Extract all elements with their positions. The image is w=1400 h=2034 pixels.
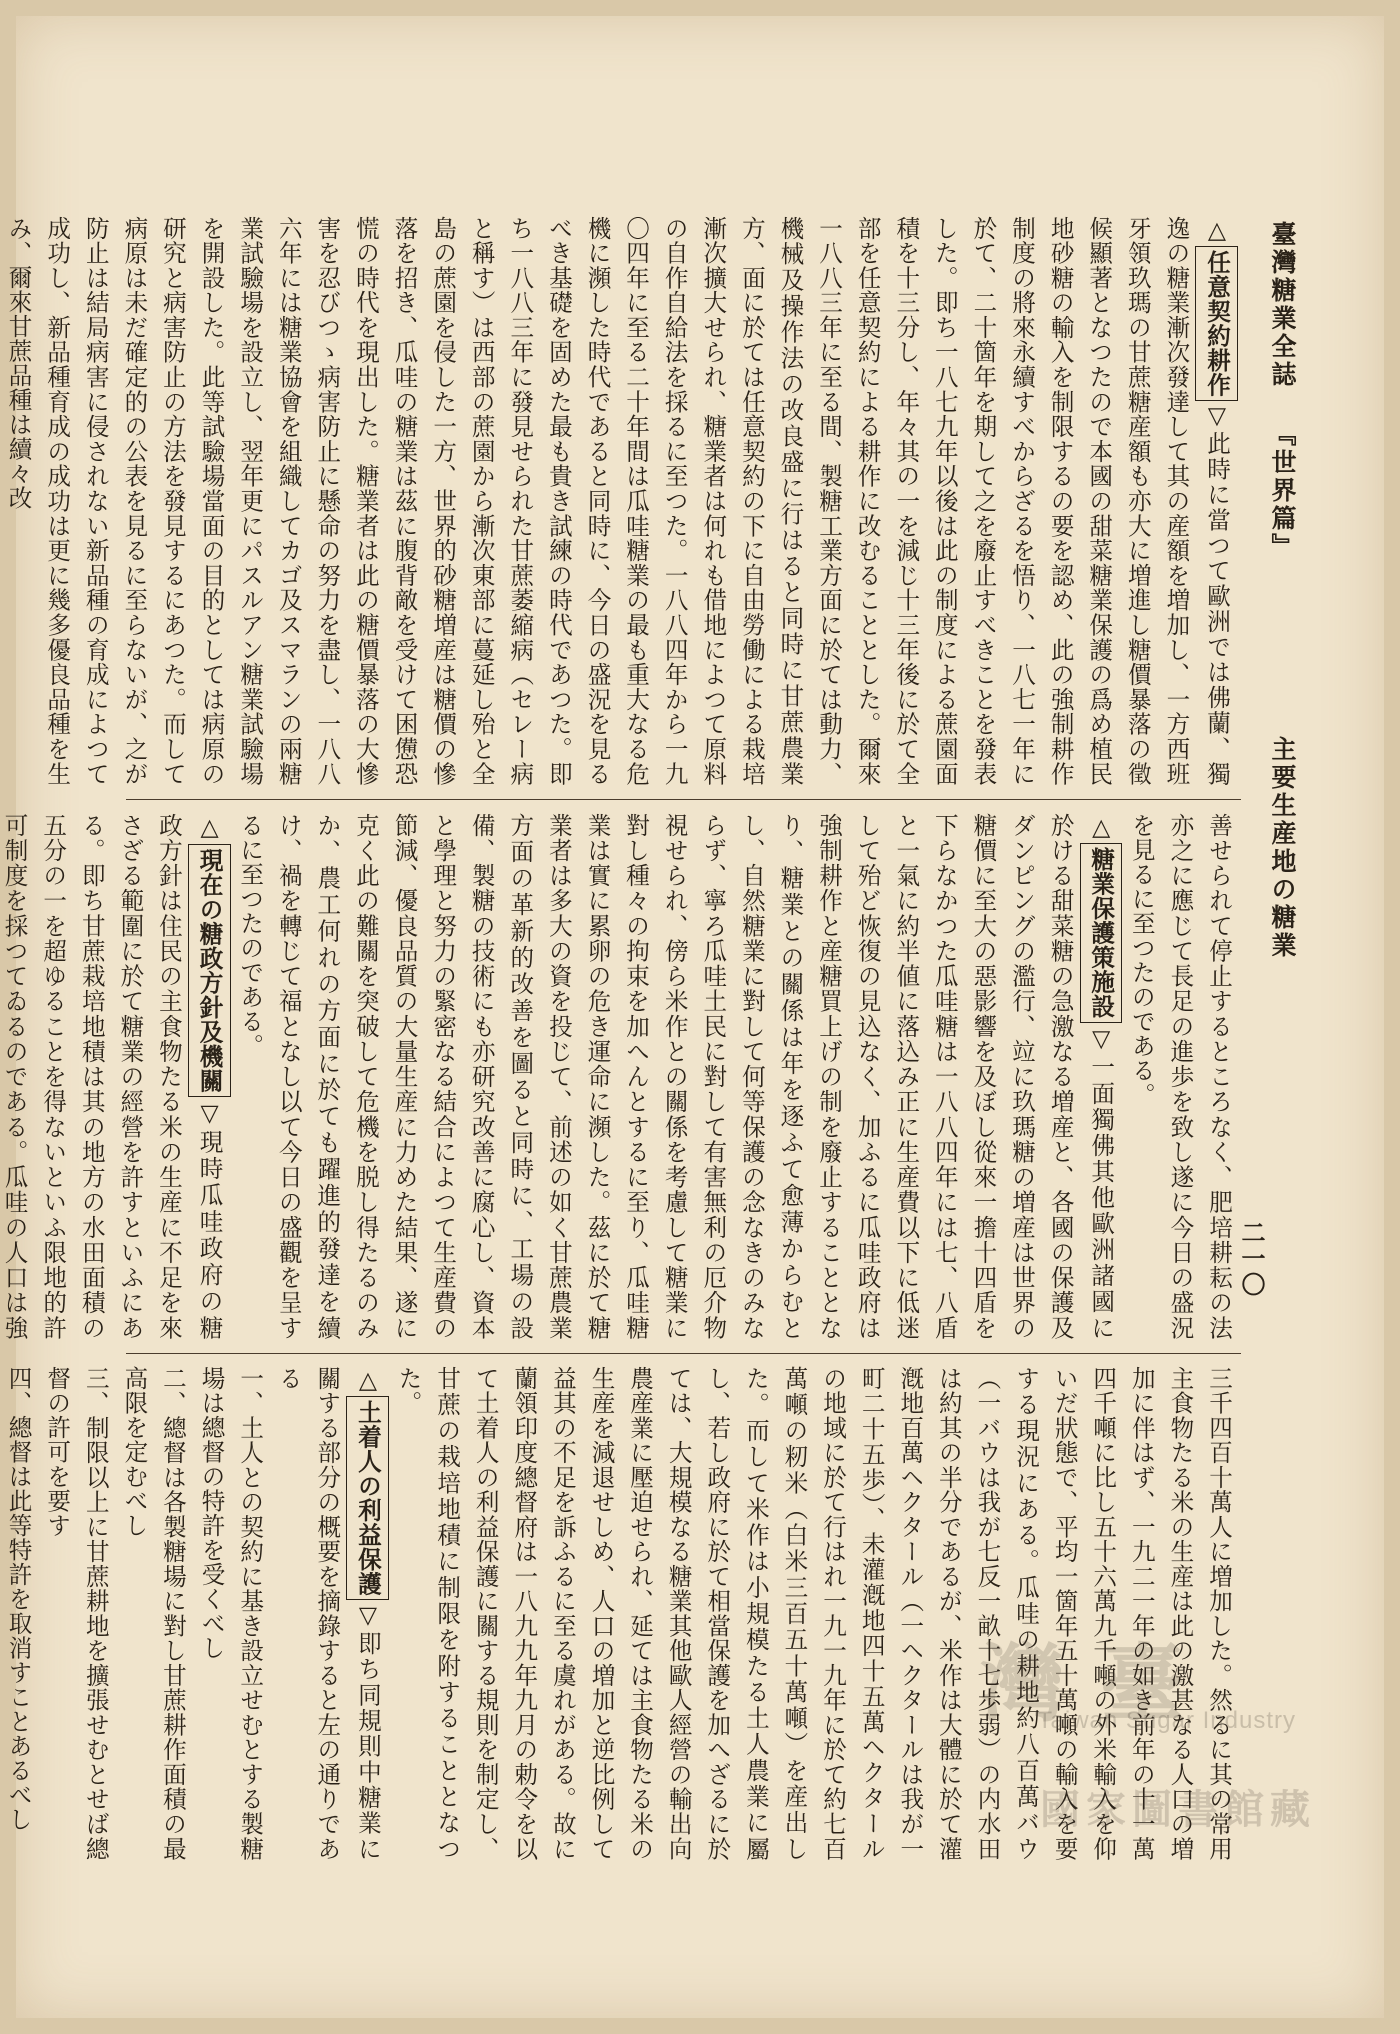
page-number: 二一〇 <box>1237 1220 1266 1298</box>
paragraph <box>1122 813 1238 1340</box>
paragraph-text: 三千四百十萬人に増加した。然るに其の常用主食物たる米の生産は此の激甚なる人口の増加に伴はず、一九二一年の如き前年の十一萬四千噸に比し五十六萬九千噸の外米輸入を仰いだ狀態で、平均一箇年五十萬噸の輸入を要する現況にある。瓜哇の耕地約八百萬バウ（一バウは我が七反一畝十七歩弱）の内水田は約其の半分であるが、米作は大體に於て灌漑地百萬ヘクタール（一ヘクタールは我が一町二十五歩）、未灌漑地四十五萬ヘクタールの地域に於て行はれ一九一九年に於て約七百萬噸の籾米（白米三百五十萬噸）を産出した。而して米作は小規模たる土人農業に屬し、若し政府に於て相當保護を加へざるに於ては、大規模なる糖業其他歐人經營の輸出向農産業に壓迫せられ、延ては主食物たる米の生産を減退せしめ、人口の増加と逆比例して益其の不足を訴ふるに至る虞れがある。故に蘭領印度總督府は一八九九年九月の勅令を以て土着人の利益保護に關する規則を制定し、甘蔗の栽培地積に制限を附することとなつた。 <box>394 1366 1233 1861</box>
paragraph <box>115 1366 192 1861</box>
paragraph: △土着人の利益保護▽即ち同規則中糖業に關する部分の概要を摘錄すると左の通りである <box>269 1366 389 1861</box>
paragraph-text: 二、總督は各製糖場に對し甘蔗耕作面積の最高限を定むべし <box>120 1366 187 1861</box>
paragraph: △糖業保護策施設▽一面獨佛其他歐洲諸國に於ける甜菜糖の急激なる増産と、各國の保護及ダンピングの濫行、竝に玖瑪糖の増産は世界の糖價に至大の惡影響を及ぼし從來一擔十四盾を下らなかつた瓜哇糖は一八八四年には七、八盾と一氣に約半値に落込み正に生産費以下に低迷して殆ど恢復の見込なく、加ふるに瓜哇政府は強制耕作と産糖買上げの制を廢止することとなり、糖業との關係は年を逐ふて愈薄からむとし、自然糖業に對して何等保護の念なきのみならず、寧ろ瓜哇土民に對して有害無利の厄介物視せられ、傍ら米作との關係を考慮して糖業に對し種々の拘束を加へんとするに至り、瓜哇糖業は實に累卵の危き運命に瀕した。茲に於て糖業者は多大の資を投じて、前述の如く甘蔗農業方面の革新的改善を圖ると同時に、工場の設備、製糖の技術にも亦研究改善に腐心し、資本と學理と努力の緊密なる結合によつて生産費の節減、優良品質の大量生産に力めた結果、遂に克く此の難關を突破して危機を脱し得たるのみか、農工何れの方面に於ても躍進的發達を續け、禍を轉じて福となし以て今日の盛觀を呈するに至つたのである。 <box>231 813 1123 1340</box>
text-tier-middle <box>0 813 1238 1340</box>
watermark-seal: 臺灣 <box>967 1639 1186 1723</box>
paragraph-text: ▽即ち同規則中糖業に關する部分の概要を摘錄すると左の通りである <box>274 1366 382 1861</box>
section-divider <box>126 1353 1241 1354</box>
section-heading: 現在の糖政方針及機關 <box>188 844 231 1097</box>
paragraph <box>0 1366 38 1861</box>
paragraph-text: 四、總督は此等特許を取消すことあるべし <box>4 1366 33 1832</box>
document-page <box>0 16 1384 2018</box>
paragraph <box>192 1366 269 1861</box>
watermark-library-name: 國家圖書館藏 <box>1040 1786 1316 1833</box>
section-heading: 糖業保護策施設 <box>1080 843 1123 1023</box>
running-header-section: 主要生産地の糖業 <box>1268 736 1297 960</box>
paragraph-text: 一、土人との契約に基き設立せむとする製糖場は總督の特許を受くべし <box>197 1366 265 1861</box>
text-tier-top <box>4 216 1238 786</box>
paragraph-text: 三、制限以上に甘蔗耕地を擴張せむとせば總督の許可を要す <box>43 1366 110 1861</box>
paragraph-text: 善せられて停止するところなく、肥培耕耘の法亦之に應じて長足の進歩を致し遂に今日の盛況を見るに至つたのである。 <box>1127 813 1233 1340</box>
paragraph-text: ▽此時に當つて歐洲では佛蘭、獨逸の糖業漸次發達して其の産額を増加し、一方西班牙領玖瑪の甘蔗糖産額も亦大に増進し糖價暴落の徵候顯著となつたので本國の甜菜糖業保護の爲め植民地砂糖の輸入を制限するの要を認め、此の強制耕作制度の將來永續すべからざるを悟り、一八七一年に於て、二十箇年を期して之を廢止すべきことを發表した。即ち一八七九年以後は此の制度による蔗園面積を十三分し、年々其の一を減じ十三年後に於て全部を任意契約による耕作に改むることとした。爾來一八八三年に至る間、製糖工業方面に於ては動力、機械及操作法の改良盛に行はると同時に甘蔗農業方、面に於ては任意契約の下に自由勞働による栽培漸次擴大せられ、糖業者は何れも借地によつて原料の自作自給法を採るに至つた。一八八四年から一九〇四年に至る二十年間は瓜哇糖業の最も重大なる危機に瀕した時代であると同時に、今日の盛況を見るべき基礎を固めた最も貴き試練の時代であつた。即ち一八八三年に發見せられた甘蔗萎縮病（セレー病と稱す）は西部の蔗園から漸次東部に蔓延し殆と全島の蔗園を侵した一方、世界的砂糖増産は糖價の慘落を招き、瓜哇の糖業は茲に腹背敵を受けて困憊恐慌の時代を現出した。糖業者は此の糖價暴落の大慘害を忍びつゝ病害防止に懸命の努力を盡し、一八八六年には糖業協會を組織してカゴ及スマランの兩糖業試驗場を設立し、翌年更にパスルアン糖業試驗場を開設した。此等試驗場當面の目的としては病原の研究と病害防止の方法を發見するにあつた。而して病原は未だ確定的の公表を見るに至らないが、之が防止は結局病害に侵されない新品種の育成によつて成功し、新品種育成の成功は更に幾多優良品種を生み、爾來甘蔗品種は續々改 <box>4 216 1231 786</box>
paragraph <box>38 1366 115 1861</box>
section-divider <box>126 799 1241 800</box>
section-heading: 任意契約耕作 <box>1195 246 1238 401</box>
section-heading: 土着人の利益保護 <box>346 1396 389 1600</box>
paragraph-text: ▽一面獨佛其他歐洲諸國に於ける甜菜糖の急激なる増産と、各國の保護及ダンピングの濫行、竝に玖瑪糖の増産は世界の糖價に至大の惡影響を及ぼし從來一擔十四盾を下らなかつた瓜哇糖は一八八四年には七、八盾と一氣に約半値に落込み正に生産費以下に低迷して殆ど恢復の見込なく、加ふるに瓜哇政府は強制耕作と産糖買上げの制を廢止することとなり、糖業との關係は年を逐ふて愈薄からむとし、自然糖業に對して何等保護の念なきのみならず、寧ろ瓜哇土民に對して有害無利の厄介物視せられ、傍ら米作との關係を考慮して糖業に對し種々の拘束を加へんとするに至り、瓜哇糖業は實に累卵の危き運命に瀕した。茲に於て糖業者は多大の資を投じて、前述の如く甘蔗農業方面の革新的改善を圖ると同時に、工場の設備、製糖の技術にも亦研究改善に腐心し、資本と學理と努力の緊密なる結合によつて生産費の節減、優良品質の大量生産に力めた結果、遂に克く此の難關を突破して危機を脱し得たるのみか、農工何れの方面に於ても躍進的發達を續け、禍を轉じて福となし以て今日の盛觀を呈するに至つたのである。 <box>236 813 1116 1340</box>
paragraph: △現在の糖政方針及機關▽現時瓜哇政府の糖政方針は住民の主食物たる米の生産に不足を來さざる範圍に於て糖業の經營を許すといふにある。即ち甘蔗栽培地積は其の地方の水田面積の五分の一を超ゆることを得ないといふ限地的許可制度を採つてゐるのである。瓜哇の人口は強 <box>0 813 231 1340</box>
paragraph: △任意契約耕作▽此時に當つて歐洲では佛蘭、獨逸の糖業漸次發達して其の産額を増加し、一方西班牙領玖瑪の甘蔗糖産額も亦大に増進し糖價暴落の徵候顯著となつたので本國の甜菜糖業保護の爲め植民地砂糖の輸入を制限するの要を認め、此の強制耕作制度の將來永續すべからざるを悟り、一八七一年に於て、二十箇年を期して之を廢止すべきことを發表した。即ち一八七九年以後は此の制度による蔗園面積を十三分し、年々其の一を減じ十三年後に於て全部を任意契約による耕作に改むることとした。爾來一八八三年に至る間、製糖工業方面に於ては動力、機械及操作法の改良盛に行はると同時に甘蔗農業方、面に於ては任意契約の下に自由勞働による栽培漸次擴大せられ、糖業者は何れも借地によつて原料の自作自給法を採るに至つた。一八八四年から一九〇四年に至る二十年間は瓜哇糖業の最も重大なる危機に瀕した時代であると同時に、今日の盛況を見るべき基礎を固めた最も貴き試練の時代であつた。即ち一八八三年に發見せられた甘蔗萎縮病（セレー病と稱す）は西部の蔗園から漸次東部に蔓延し殆と全島の蔗園を侵した一方、世界的砂糖増産は糖價の慘落を招き、瓜哇の糖業は茲に腹背敵を受けて困憊恐慌の時代を現出した。糖業者は此の糖價暴落の大慘害を忍びつゝ病害防止に懸命の努力を盡し、一八八六年には糖業協會を組織してカゴ及スマランの兩糖業試驗場を設立し、翌年更にパスルアン糖業試驗場を開設した。此等試驗場當面の目的としては病原の研究と病害防止の方法を發見するにあつた。而して病原は未だ確定的の公表を見るに至らないが、之が防止は結局病害に侵されない新品種の育成によつて成功し、新品種育成の成功は更に幾多優良品種を生み、爾來甘蔗品種は續々改 <box>0 216 1238 786</box>
paragraph-text: ▽現時瓜哇政府の糖政方針は住民の主食物たる米の生産に不足を來さざる範圍に於て糖業の經營を許すといふにある。即ち甘蔗栽培地積は其の地方の水田面積の五分の一を超ゆることを得ないといふ限地的許可制度を採つてゐるのである。瓜哇の人口は強 <box>0 813 224 1340</box>
watermark-text: Taiwan Sugar Industry <box>1037 1707 1296 1734</box>
running-header-journal: 臺灣糖業全誌 『世界篇』 <box>1268 221 1297 561</box>
